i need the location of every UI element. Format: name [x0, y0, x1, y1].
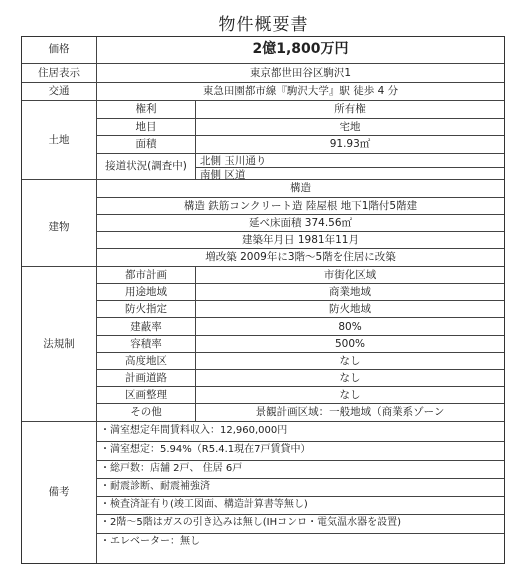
building-structure-label: 構造: [290, 182, 311, 194]
remark-item: ・耐震診断、耐震補強済: [100, 481, 210, 492]
regulation-value: 80%: [338, 321, 362, 333]
regulation-value: 500%: [334, 338, 366, 350]
price-label: 価格: [48, 43, 70, 55]
remark-item: ・満室想定：5.94%（R5.4.1現在7戸賃貸中）: [100, 444, 311, 455]
land-label: 土地: [48, 134, 70, 146]
regulations-label: 法規制: [43, 338, 75, 350]
regulation-label: 都市計画: [125, 269, 167, 281]
regulation-label: 区画整理: [125, 389, 167, 401]
building-structure: 構造 鉄筋コンクリート造 陸屋根 地下1階付5階建: [183, 200, 418, 212]
regulation-value: なし: [339, 372, 361, 384]
land-rights-label: 権利: [135, 103, 157, 115]
price-value: 2億1,800万円: [252, 41, 349, 57]
land-rights-value: 所有権: [334, 103, 366, 115]
regulation-label: 用途地域: [125, 286, 167, 298]
regulation-label: 計画道路: [125, 372, 167, 384]
remark-item: ・2階～5階はガスの引き込みは無し(IHコンロ・電気温水器を設置): [100, 517, 401, 528]
regulation-value: 商業地域: [329, 286, 371, 298]
building-floor-area: 延べ床面積 374.56㎡: [248, 217, 353, 229]
regulation-value: なし: [339, 355, 361, 367]
regulation-value: なし: [339, 389, 361, 401]
land-category-label: 地目: [135, 121, 157, 133]
regulation-value: 市街化区域: [323, 269, 377, 281]
land-road-south: 南側 区道: [200, 169, 246, 181]
transport-label: 交通: [48, 85, 70, 97]
regulation-label: その他: [130, 406, 162, 418]
regulation-value: 景観計画区域：一般地域（商業系ゾーン: [255, 406, 445, 418]
address-label: 住居表示: [38, 67, 80, 79]
remark-item: ・検査済証有り(竣工図面、構造計算書等無し): [100, 499, 308, 510]
building-renovation: 増改築 2009年に3階～5階を住居に改築: [205, 251, 396, 263]
building-built-date: 建築年月日 1981年11月: [242, 234, 359, 246]
land-category-value: 宅地: [339, 121, 361, 133]
land-road-north: 北側 玉川通り: [200, 155, 267, 167]
document-title: 物件概要書: [218, 15, 309, 35]
regulation-label: 防火指定: [125, 303, 167, 315]
remarks-label: 備考: [48, 486, 70, 498]
land-road-label: 接道状況(調査中): [105, 160, 187, 172]
transport-value: 東急田園都市線『駒沢大学』駅 徒歩 4 分: [202, 85, 399, 97]
regulation-value: 防火地域: [329, 303, 371, 315]
land-area-label: 面積: [135, 138, 157, 150]
regulation-label: 建蔽率: [130, 321, 162, 333]
remark-item: ・満室想定年間賃料収入：12,960,000円: [100, 425, 288, 436]
remark-item: ・エレベーター：無し: [100, 536, 200, 547]
remark-item: ・総戸数：店舗 2戸、 住居 6戸: [100, 463, 243, 474]
address-value: 東京都世田谷区駒沢1: [249, 67, 352, 79]
building-label: 建物: [48, 221, 70, 233]
property-summary-table: [21, 36, 505, 564]
regulation-label: 高度地区: [125, 355, 167, 367]
land-area-value: 91.93㎡: [329, 138, 371, 150]
regulation-label: 容積率: [130, 338, 162, 350]
